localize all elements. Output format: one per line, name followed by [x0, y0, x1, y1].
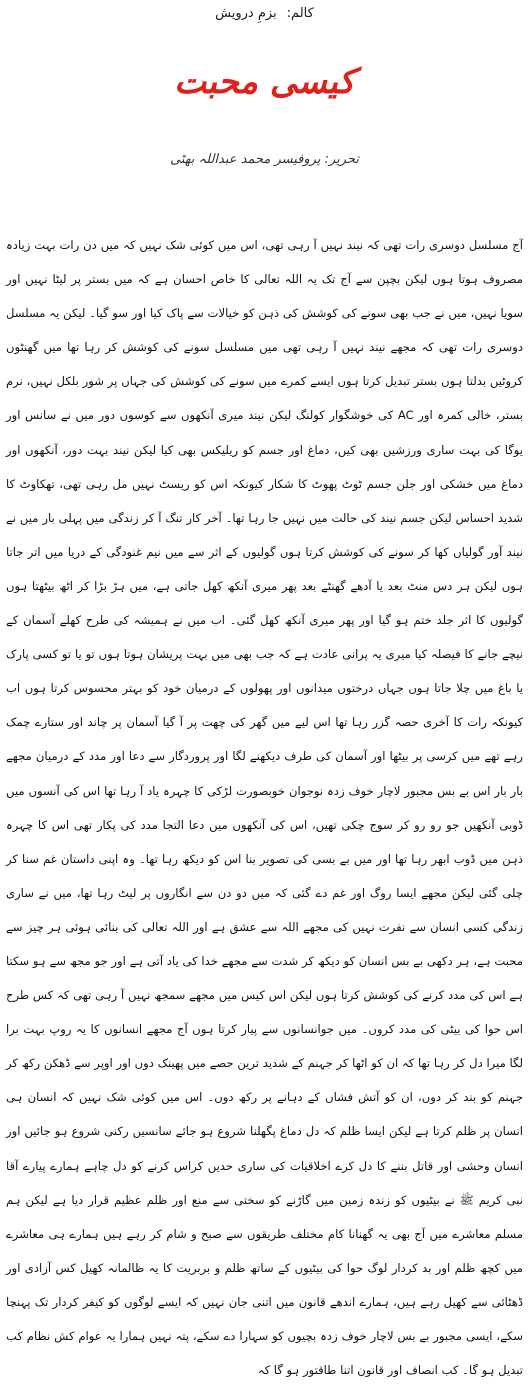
column-header: [0, 6, 529, 21]
article-body: [6, 228, 523, 1387]
article-title: کیسی محبت: [174, 62, 355, 102]
article-byline: تحریر: پروفیسر محمد عبداللہ بھٹی: [170, 152, 359, 167]
column-name: بزمِ درویش: [215, 6, 277, 21]
article-paragraph: آج مسلسل دوسری رات تھی کہ نیند نہیں آ رہی تھی، اس میں کوئی شک نہیں کہ میں دن رات بہت زیادہ مصروف ہوتا ہوں لیکن بچپن سے آج تک یہ اللہ تعالی کا خاص احسان ہے کہ میں بستر پر لیٹا نہیں اور سویا نہیں، میں نے جب بھی سونے کی کوشش کی ذہن کو خیالات سے پاک کیا اور سو گیا۔ لیکن یہ مسلسل دوسری رات تھی کہ مجھے نیند نہیں آ رہی تھی میں مسلسل سونے کی کوشش کر رہا تھا میں گھنٹوں کروٹیں بدلتا ہوں بستر تبدیل کرتا ہوں ایسے کمرے میں سونے کی کوشش کی جہاں پر شور بلکل نہیں، نرم بستر، خالی کمرہ اور AC کی خوشگوار کولنگ لیکن نیند میری آنکھوں سے کوسوں دور میں نے سانس اور یوگا کی بہت ساری ورزشیں بھی کیں، دماغ اور جسم کو ریلیکس بھی کیا لیکن نیند بہت دور، آنکھوں اور دماغ میں خشکی اور جلن جسم ٹوٹ پھوٹ کا شکار کیونکہ اس کو ریسٹ نہیں مل رہی تھی، تھکاوٹ کا شدید احساس لیکن جسم نیند کی حالت میں نہیں جا رہا تھا۔ آخر کار تنگ آ کر زندگی میں پہلی بار میں نے نیند آور گولیاں کھا کر سونے کی کوشش کرتا ہوں گولیوں کے اثر سے میں نیم غنودگی کے دریا میں اتر جاتا ہوں لیکن ہر دس منٹ بعد یا آدھے گھنٹے بعد پھر میری آنکھ کھل جاتی ہے، میں ہڑ بڑا کر اٹھ بیٹھتا ہوں گولیوں کا اثر جلد ختم ہو گیا اور پھر میری آنکھ کھل گئی۔ اب میں نے ہمیشہ کی طرح کھلے آسمان کے نیچے جانے کا فیصلہ کیا میری یہ پرانی عادت ہے کہ جب بھی میں بہت پریشان ہوتا ہوں تو یا تو کسی پارک یا باغ میں چلا جاتا ہوں جہاں درختوں میدانوں اور پھولوں کے درمیان خود کو بہتر محسوس کرتا ہوں اب کیونکہ رات کا آخری حصہ گزر رہا تھا اس لیے میں گھر کی چھت پر آ گیا آسمان پر چاند اور ستارے چمک رہے تھے میں کرسی پر بیٹھا اور آسمان کی طرف دیکھنے لگا اور پروردگار سے دعا اور مدد کے درمیان مجھے بار بار اس بے بس مجبور لاچار خوف زدہ نوجوان خوبصورت لڑکی کا چہرہ یاد آ رہا تھا اس کی آنسوں میں ڈوبی آنکھیں جو رو رو کر سوج چکی تھیں، اس کی آنکھوں میں دعا التجا مدد کی پکار تھی اس کا چہرہ ذہن میں ڈوب ابھر رہا تھا اور میں بے بسی کی تصویر بنا اس کو دیکھ رہا تھا۔ وہ اپنی داستان غم سنا کر چلی گئی لیکن مجھے ایسا روگ اور غم دے گئی کہ میں دو دن سے انگاروں پر لیٹ رہا تھا، میں نے ساری زندگی کسی انسان سے نفرت نہیں کی مجھے اللہ سے عشق ہے اور اللہ تعالی کی بنائی ہوئی ہر چیز سے محبت ہے، ہر دکھی بے بس انسان کو دیکھ کر شدت سے مجھے خدا کی یاد آتی ہے اور جو مجھ سے ہو سکتا ہے اس کی مدد کرنے کی کوشش کرتا ہوں لیکن اس کیس میں مجھے سمجھ نہیں آ رہی تھی کہ کس طرح اس حوا کی بیٹی کی مدد کروں۔ میں جوانسانوں سے پیار کرتا ہوں آج مجھے انسانوں کا یہ روپ بہت برا لگا میرا دل کر رہا تھا کہ ان کو اٹھا کر جہنم کے شدید ترین حصے میں پھینک دوں اور اوپر سے ڈھکن رکھ کر جہنم کو بند کر دوں، ان کو آتش فشاں کے دہانے پر رکھ دوں۔ اس میں کوئی شک نہیں کہ انسان ہی انسان پر ظلم کرتا ہے لیکن ایسا ظلم کہ دل دماغ پگھلنا شروع ہو جائے سانسیں رکنی شروع ہو جائیں اور انسان وحشی اور قاتل بننے کا دل کرے اخلاقیات کی ساری حدیں کراس کرنے کو دل چاہے ہمارے پیارے آقا نبی کریم ﷺ نے بیٹیوں کو زندہ زمین میں گاڑنے کو سختی سے منع اور ظلم عظیم قرار دیا ہے لیکن ہم مسلم معاشرے میں آج بھی یہ گھنانا کام مختلف طریقوں سے صبح و شام کر رہے ہیں ہمارے ہی معاشرے میں کچھ ظلم اور بد کردار لوگ حوا کی بیٹیوں کے ساتھ ظلم و بربریت کا یہ ظالمانہ کھیل کس آزادی اور ڈھٹائی سے کھیل رہے ہیں، ہمارے اندھے قانون میں اتنی جان نہیں کہ ایسے لوگوں کو کیفر کردار تک پہنچا سکے، ایسی مجبور بے بس لاچار خوف زدہ بچیوں کو سہارا دے سکے، پتہ نہیں ہمارا یہ عوام کش نظام کب تبدیل ہو گا۔ کب انصاف اور قانون اتنا طاقتور ہو گا کہ: [6, 238, 523, 1378]
column-label: کالم:: [286, 6, 314, 21]
